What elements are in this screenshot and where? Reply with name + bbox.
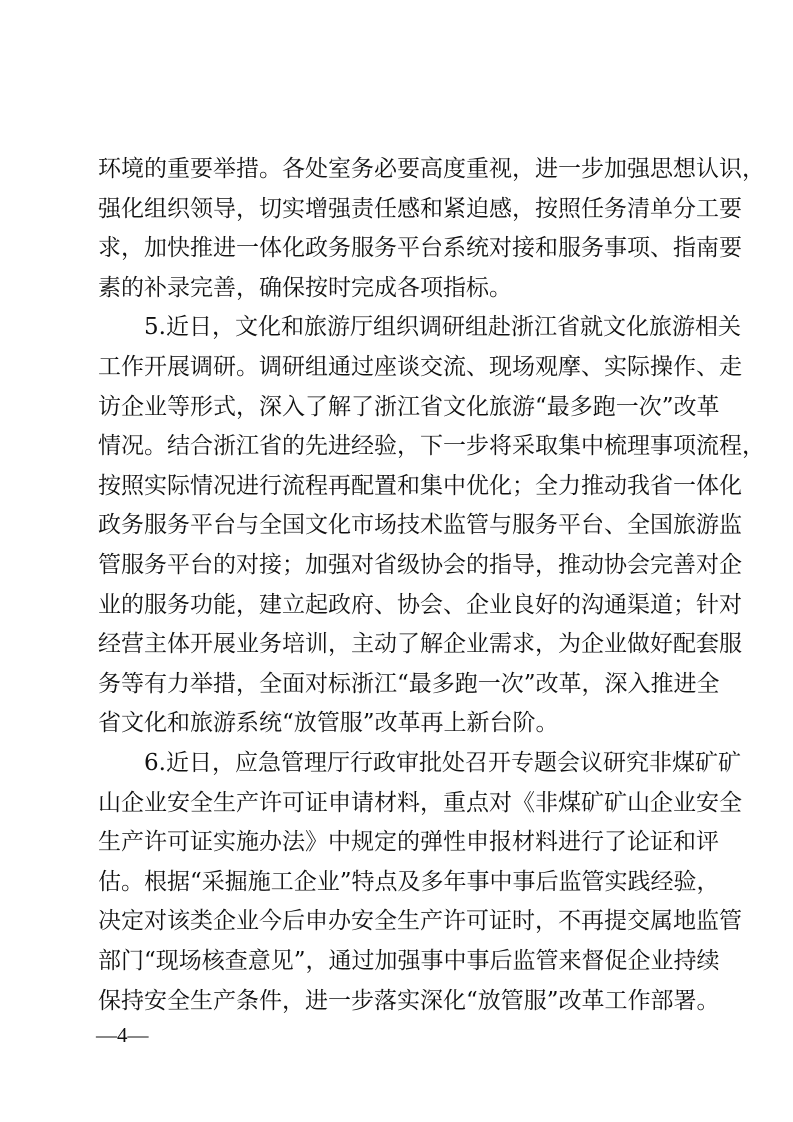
- paragraph-3-line-4: 估。根据“采掘施工企业”特点及多年事中事后监管实践经验，: [98, 869, 720, 895]
- paragraph-3-line-6: 部门“现场核查意见”，通过加强事中事后监管来督促企业持续: [98, 948, 720, 974]
- paragraph-1-line-4: 素的补录完善，确保按时完成各项指标。: [98, 275, 512, 301]
- paragraph-3-line-5: 决定对该类企业今后申办安全生产许可证时，不再提交属地监管: [98, 908, 742, 934]
- paragraph-2-line-7: 管服务平台的对接；加强对省级协会的指导，推动协会完善对企: [98, 552, 742, 578]
- paragraph-3-line-7: 保持安全生产条件，进一步落实深化“放管服”改革工作部署。: [98, 988, 720, 1014]
- paragraph-2-line-5: 按照实际情况进行流程再配置和集中优化；全力推动我省一体化: [98, 473, 742, 499]
- paragraph-3-line-2: 山企业安全生产许可证申请材料，重点对《非煤矿矿山企业安全: [98, 790, 742, 816]
- paragraph-2-line-9: 经营主体开展业务培训，主动了解企业需求，为企业做好配套服: [98, 631, 742, 657]
- paragraph-2-line-4: 情况。结合浙江省的先进经验，下一步将采取集中梳理事项流程，: [98, 433, 765, 459]
- paragraph-1-line-2: 强化组织领导，切实增强责任感和紧迫感，按照任务清单分工要: [98, 196, 742, 222]
- paragraph-2-line-8: 业的服务功能，建立起政府、协会、企业良好的沟通渠道；针对: [98, 592, 742, 618]
- paragraph-2-line-6: 政务服务平台与全国文化市场技术监管与服务平台、全国旅游监: [98, 512, 742, 538]
- paragraph-1-line-1: 环境的重要举措。各处室务必要高度重视，进一步加强思想认识，: [98, 156, 765, 182]
- paragraph-2-line-11: 省文化和旅游系统“放管服”改革再上新台阶。: [98, 710, 559, 736]
- paragraph-2-line-10: 务等有力举措，全面对标浙江“最多跑一次”改革，深入推进全: [98, 671, 720, 697]
- paragraph-2-line-3: 访企业等形式，深入了解了浙江省文化旅游“最多跑一次”改革: [98, 394, 720, 420]
- page-number: —4—: [96, 1023, 149, 1047]
- paragraph-2-line-2: 工作开展调研。调研组通过座谈交流、现场观摩、实际操作、走: [98, 354, 742, 380]
- paragraph-2-line-1: 5.近日，文化和旅游厅组织调研组赴浙江省就文化旅游相关: [144, 314, 741, 340]
- paragraph-3-line-3: 生产许可证实施办法》中规定的弹性申报材料进行了论证和评: [98, 829, 719, 855]
- paragraph-1-line-3: 求，加快推进一体化政务服务平台系统对接和服务事项、指南要: [98, 235, 742, 261]
- paragraph-3-line-1: 6.近日，应急管理厅行政审批处召开专题会议研究非煤矿矿: [144, 750, 741, 776]
